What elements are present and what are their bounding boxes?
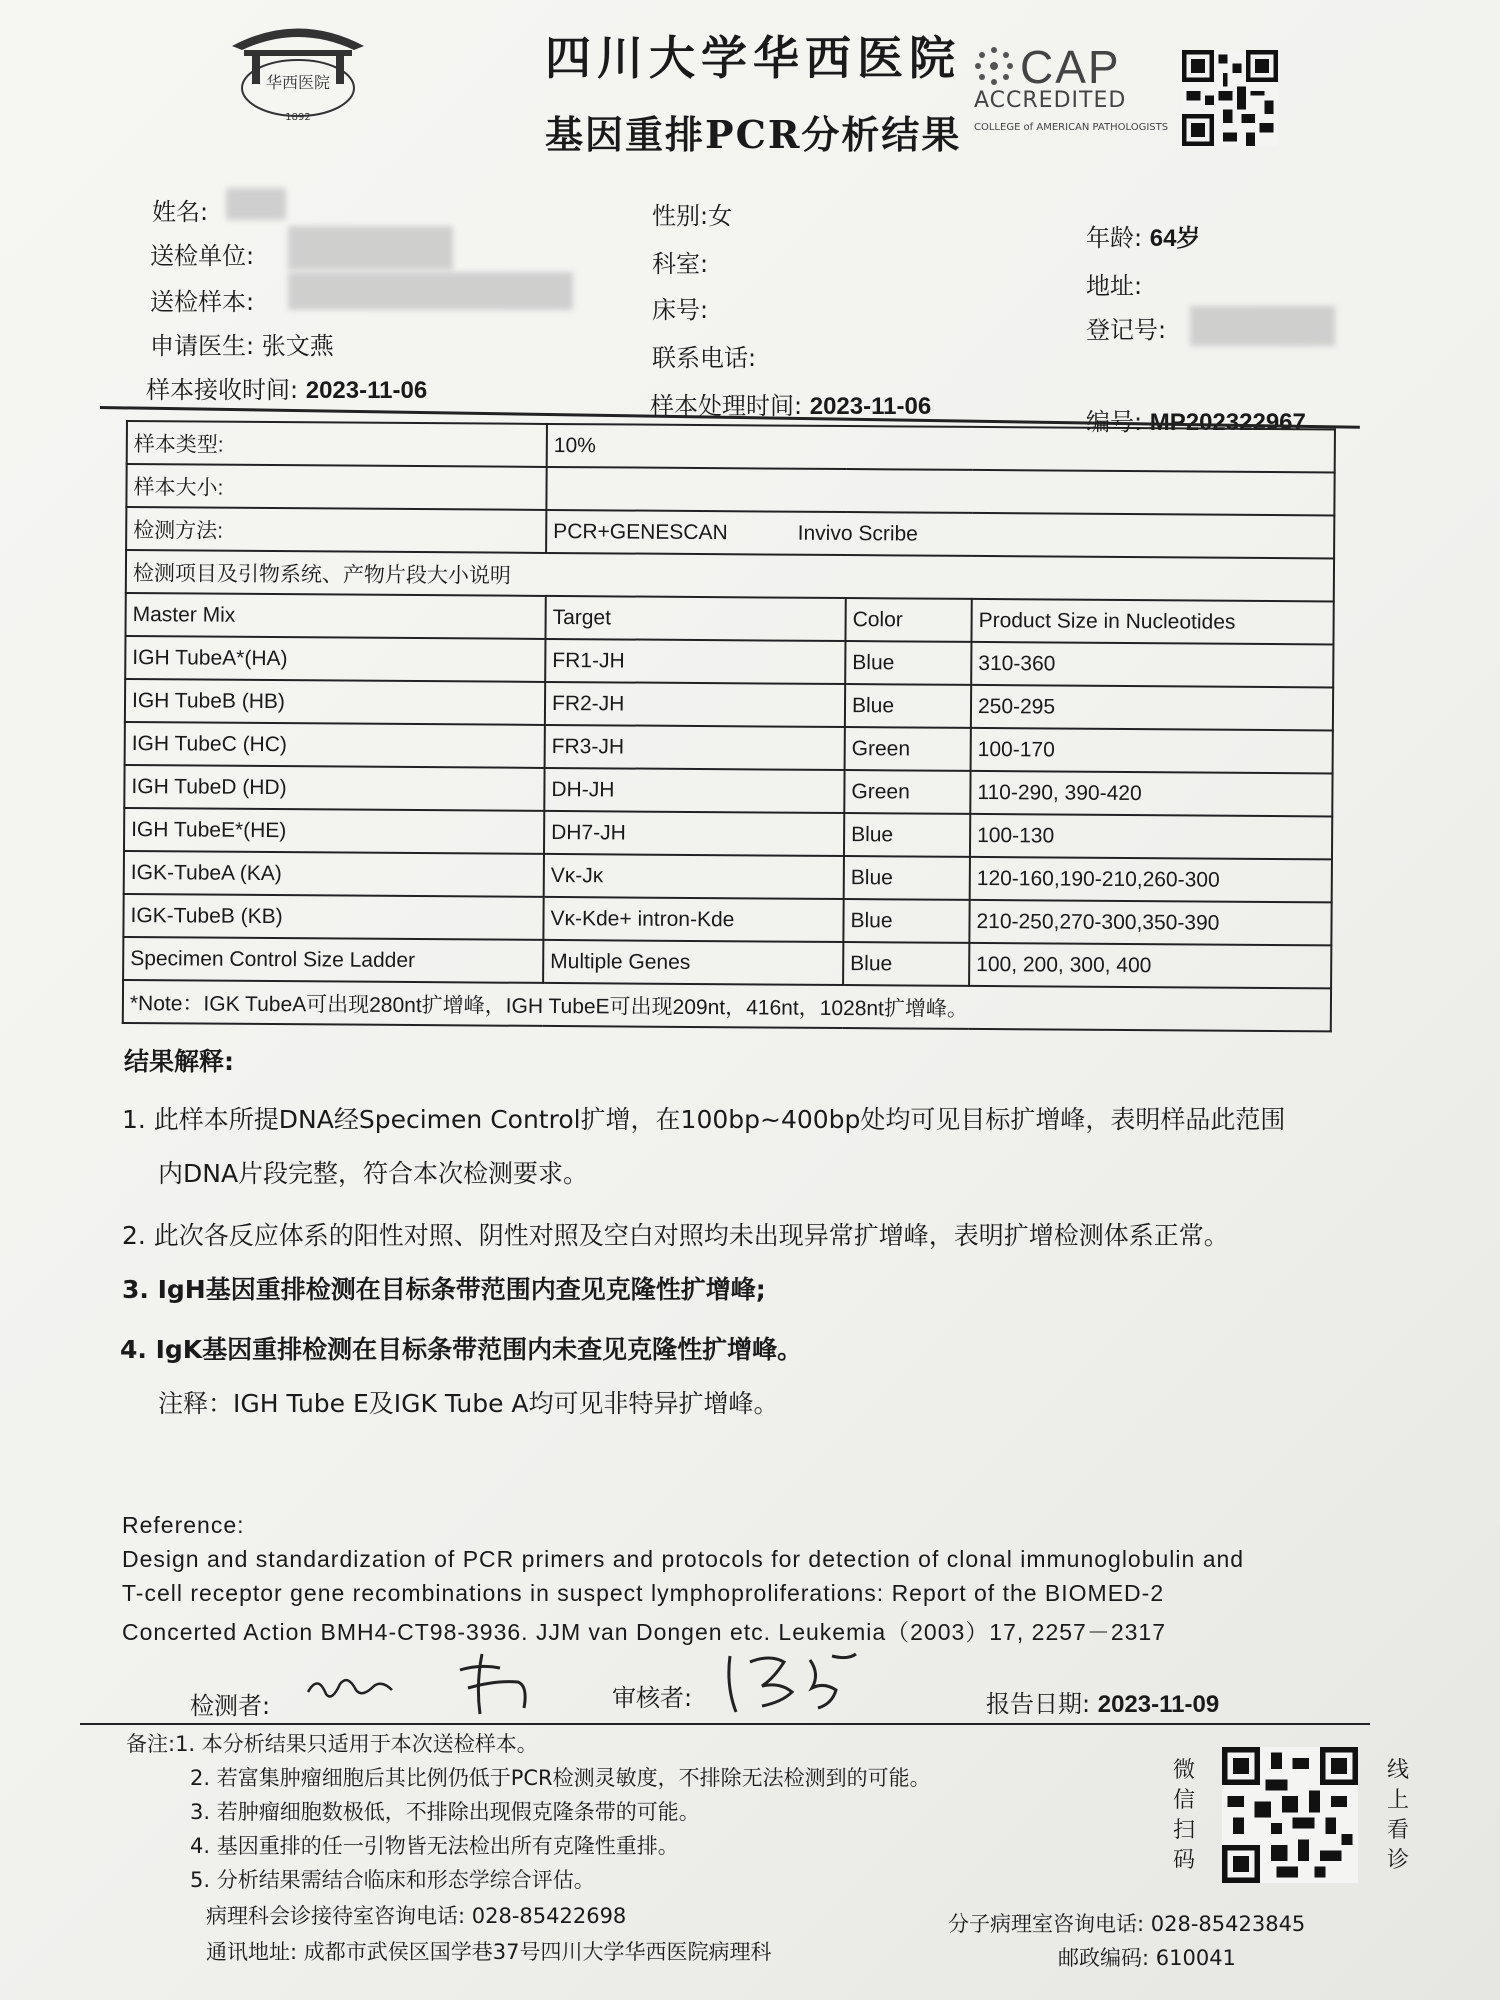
table-note: *Note：IGK TubeA可出现280nt扩增峰，IGH TubeE可出现209nt，416nt，1028nt扩增峰。 (123, 980, 1331, 1031)
phone-label: 联系电话: (652, 344, 757, 372)
tester-signature (300, 1648, 550, 1720)
redacted-name (226, 188, 286, 220)
cell-size: 110-290, 390-420 (970, 771, 1332, 817)
tester-label: 检测者: (190, 1692, 271, 1720)
interpretation-remark: 注释：IGH Tube E及IGK Tube A均可见非特异扩增峰。 (158, 1389, 779, 1418)
header-master-mix: Master Mix (125, 593, 545, 639)
footer-note-5: 5. 分析结果需结合临床和形态学综合评估。 (190, 1868, 595, 1892)
hospital-logo (222, 16, 374, 126)
cell-target: Vκ-Kde+ intron-Kde (543, 897, 843, 942)
type-value: 10% (547, 424, 1335, 473)
table-description: 检测项目及引物系统、产物片段大小说明 (126, 550, 1334, 601)
cell-master-mix: IGH TubeD (HD) (124, 765, 544, 811)
processed-value: 2023-11-06 (809, 393, 932, 420)
footer-note-2: 2. 若富集肿瘤细胞后其比例仍低于PCR检测灵敏度，不排除无法检测到的可能。 (190, 1766, 931, 1790)
cap-college: COLLEGE of AMERICAN PATHOLOGISTS (974, 122, 1169, 133)
bed-label: 床号: (652, 296, 709, 324)
age-value: 64岁 (1149, 225, 1201, 252)
cell-color: Blue (845, 684, 971, 728)
report-title: 基因重排PCR分析结果 (545, 112, 962, 157)
reference-line-2: T-cell receptor gene recombinations in suspect lymphoproliferations: Report of the BIOMED-2 (122, 1580, 1165, 1606)
report-date-row (986, 1684, 1219, 1719)
reviewer-signature (720, 1646, 870, 1718)
cell-color: Blue (843, 942, 969, 986)
sex-value: 女 (708, 202, 733, 230)
wechat-qr-code-icon[interactable] (1222, 1747, 1358, 1883)
dept-label: 送检单位: (150, 242, 255, 270)
qr-code-icon (1182, 50, 1278, 146)
sex-label: 性别: (652, 202, 709, 230)
cell-color: Blue (844, 813, 970, 857)
cell-color: Green (844, 770, 970, 814)
cell-size: 210-250,270-300,350-390 (969, 900, 1331, 946)
interpretation-item-2: 2. 此次各反应体系的阳性对照、阴性对照及空白对照均未出现异常扩增峰，表明扩增检测体系正常。 (122, 1221, 1229, 1250)
consult-phone: 病理科会诊接待室咨询电话: 028-85422698 (206, 1904, 627, 1928)
cell-master-mix: IGH TubeE*(HE) (124, 808, 544, 854)
cap-dots-icon (972, 44, 1016, 88)
footer-divider (80, 1723, 1370, 1725)
cap-text: CAP (1020, 41, 1121, 93)
size-label: 样本大小: (126, 464, 546, 510)
wechat-label-left: 微信扫码 (1172, 1758, 1195, 1873)
method-value: PCR+GENESCAN (553, 519, 728, 544)
cell-size: 310-360 (971, 642, 1333, 688)
cell-size: 120-160,190-210,260-300 (970, 857, 1332, 903)
cell-master-mix: IGK-TubeB (KB) (123, 894, 543, 940)
cell-color: Blue (843, 899, 969, 943)
age-row (1086, 218, 1200, 253)
mailing-address: 通讯地址: 成都市武侯区国学巷37号四川大学华西医院病理科 (206, 1940, 772, 1964)
cell-color: Blue (844, 856, 970, 900)
wechat-label-right: 线上看诊 (1386, 1758, 1409, 1873)
header-target: Target (545, 596, 845, 641)
reference-line-3: Concerted Action BMH4-CT98-3936. JJM van Dongen etc. Leukemia（2003）17, 2257－2317 (122, 1619, 1166, 1645)
cell-master-mix: IGH TubeA*(HA) (125, 636, 545, 682)
primer-table (122, 420, 1336, 1032)
doctor-label: 申请医生: (150, 332, 255, 360)
method-vendor: Invivo Scribe (797, 521, 918, 546)
cell-size: 100-130 (970, 814, 1332, 860)
postcode: 邮政编码: 610041 (1058, 1946, 1236, 1970)
ward-label: 科室: (652, 250, 709, 278)
redacted-reg (1190, 306, 1335, 346)
redacted-dept (288, 226, 453, 270)
cell-target: Vκ-Jκ (544, 854, 844, 899)
logo-text: 华西医院 (265, 73, 331, 92)
header-color: Color (845, 598, 971, 642)
received-row (146, 370, 427, 405)
method-cell (546, 510, 1334, 559)
cell-target: DH7-JH (544, 811, 844, 856)
id-value: MP202322967 (1149, 409, 1306, 436)
report-date-value: 2023-11-09 (1097, 1691, 1220, 1718)
cell-color: Green (845, 727, 971, 771)
svg-text:1892: 1892 (285, 112, 311, 123)
processed-label: 样本处理时间: (650, 392, 803, 420)
interpretation-title: 结果解释: (124, 1047, 234, 1076)
cell-master-mix: Specimen Control Size Ladder (123, 937, 543, 983)
interpretation-item-3: 3. IgH基因重排检测在目标条带范围内查见克隆性扩增峰; (122, 1275, 766, 1304)
cell-target: DH-JH (544, 768, 844, 813)
type-label: 样本类型: (127, 421, 547, 467)
cell-color: Blue (845, 641, 971, 685)
reference-label: Reference: (122, 1512, 245, 1538)
reviewer-label: 审核者: (612, 1684, 693, 1712)
cell-size: 250-295 (971, 685, 1333, 731)
cell-target: FR3-JH (545, 725, 845, 770)
received-value: 2023-11-06 (305, 377, 428, 404)
interpretation-item-1-cont: 内DNA片段完整，符合本次检测要求。 (158, 1159, 589, 1188)
cell-master-mix: IGH TubeC (HC) (125, 722, 545, 768)
cell-target: Multiple Genes (543, 940, 843, 985)
reg-label: 登记号: (1086, 316, 1167, 344)
hospital-name: 四川大学华西医院 (545, 31, 961, 85)
table-row (123, 980, 1331, 1031)
cap-accreditation-logo (972, 40, 1182, 140)
redacted-sample (288, 272, 573, 310)
cell-target: FR1-JH (545, 639, 845, 684)
cell-size: 100-170 (971, 728, 1333, 774)
interpretation-item-4: 4. IgK基因重排检测在目标条带范围内未查见克隆性扩增峰。 (120, 1335, 803, 1364)
cell-master-mix: IGK-TubeA (KA) (124, 851, 544, 897)
cell-size: 100, 200, 300, 400 (969, 943, 1331, 989)
sex-row (652, 196, 732, 231)
method-label: 检测方法: (126, 507, 546, 553)
footer-note-3: 3. 若肿瘤细胞数极低，不排除出现假克隆条带的可能。 (190, 1800, 700, 1824)
cell-master-mix: IGH TubeB (HB) (125, 679, 545, 725)
doctor-value: 张文燕 (261, 332, 334, 360)
address-label: 地址: (1086, 272, 1143, 300)
footer-note-1: 备注:1. 本分析结果只适用于本次送检样本。 (126, 1732, 538, 1756)
doctor-row (150, 326, 334, 361)
molecular-phone: 分子病理室咨询电话: 028-85423845 (948, 1912, 1306, 1936)
sample-label: 送检样本: (150, 288, 255, 316)
size-value (546, 467, 1334, 516)
footer-note-4: 4. 基因重排的任一引物皆无法检出所有克隆性重排。 (190, 1834, 679, 1858)
cell-target: FR2-JH (545, 682, 845, 727)
received-label: 样本接收时间: (146, 376, 299, 404)
cap-accredited: ACCREDITED (974, 88, 1127, 113)
name-label: 姓名: (152, 198, 209, 226)
reference-line-1: Design and standardization of PCR primers and protocols for detection of clonal immunoglobulin and (122, 1546, 1245, 1572)
header-product-size: Product Size in Nucleotides (971, 599, 1333, 645)
age-label: 年龄: (1086, 224, 1143, 252)
report-date-label: 报告日期: (986, 1690, 1091, 1718)
interpretation-item-1: 1. 此样本所提DNA经Specimen Control扩增，在100bp~400bp处均可见目标扩增峰，表明样品此范围 (122, 1105, 1286, 1134)
